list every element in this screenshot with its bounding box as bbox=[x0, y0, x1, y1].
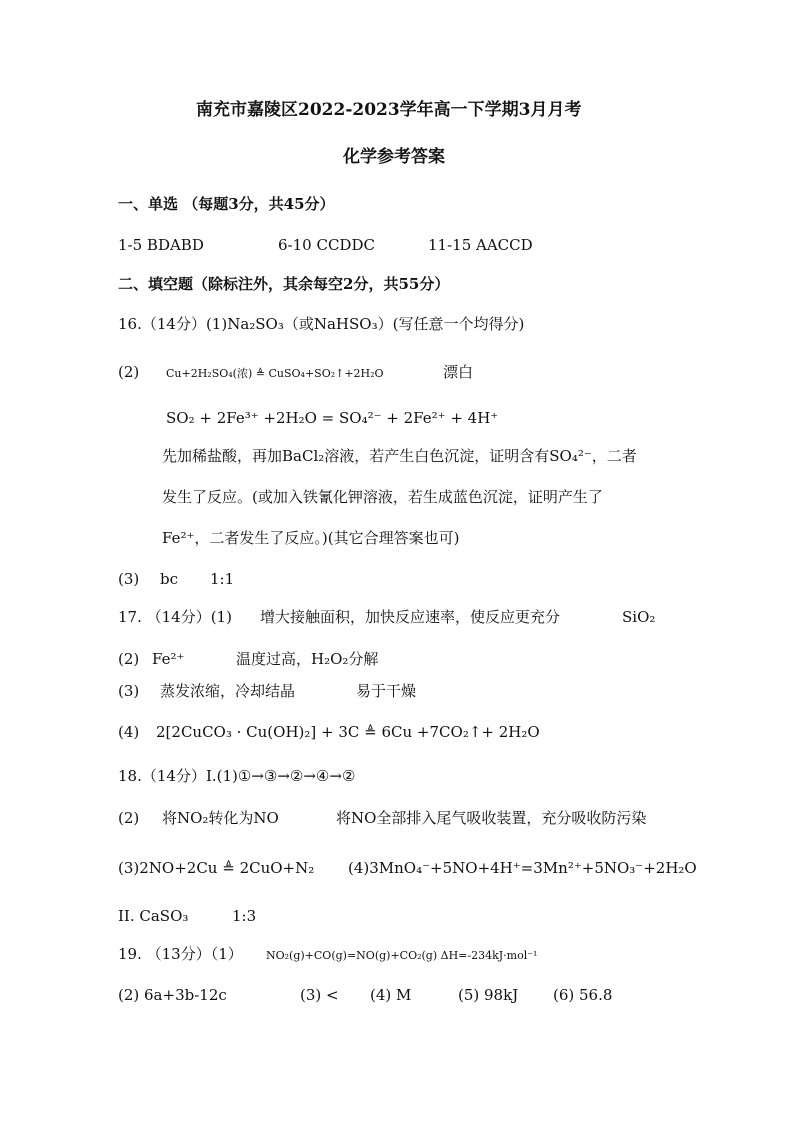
q16-ionic-equation: SO₂ + 2Fe³⁺ +2H₂O = SO₄²⁻ + 2Fe²⁺ + 4H⁺ bbox=[166, 409, 499, 427]
q18-part2-answer-a: 将NO₂转化为NO bbox=[162, 809, 279, 827]
q19-part5-answer: (5) 98kJ bbox=[458, 986, 519, 1004]
q17-part2-answer-a: Fe²⁺ bbox=[152, 650, 185, 668]
q16-part2-label: (2) bbox=[118, 363, 140, 381]
q17-part4-equation: 2[2CuCO₃ · Cu(OH)₂] + 3C ≜ 6Cu +7CO₂↑+ 2H₂O bbox=[156, 723, 540, 741]
q17-part3-label: (3) bbox=[118, 682, 140, 700]
q18-part2-answer-b: 将NO全部排入尾气吸收装置，充分吸收防污染 bbox=[336, 809, 647, 827]
answers-11-15: 11-15 AACCD bbox=[428, 236, 533, 254]
q17-part1-answer-b: SiO₂ bbox=[622, 608, 656, 626]
q18-part1: 18.（14分）I.(1)①→③→②→④→② bbox=[118, 767, 356, 785]
section1-heading: 一、单选 （每题3分，共45分） bbox=[118, 195, 335, 213]
q17-part1-label: 17. （14分）(1) bbox=[118, 608, 232, 626]
q16-part3-label: (3) bbox=[118, 570, 140, 588]
q19-part4-answer: (4) M bbox=[370, 986, 412, 1004]
q16-part2-answer: 漂白 bbox=[443, 363, 474, 381]
q17-part2-answer-b: 温度过高，H₂O₂分解 bbox=[236, 650, 379, 668]
q19-part1-label: 19. （13分）（1） bbox=[118, 945, 243, 963]
q16-part2-equation: Cu+2H₂SO₄(浓) ≜ CuSO₄+SO₂↑+2H₂O bbox=[166, 367, 384, 380]
q17-part2-label: (2) bbox=[118, 650, 140, 668]
page-subtitle: 化学参考答案 bbox=[343, 147, 445, 167]
q17-part3-answer-b: 易于干燥 bbox=[356, 682, 417, 700]
q19-part3-answer: (3) < bbox=[300, 986, 339, 1004]
q18-partII-answer-b: 1:3 bbox=[232, 907, 257, 925]
q18-partII-answer-a: II. CaSO₃ bbox=[118, 907, 189, 925]
section2-heading: 二、填空题（除标注外，其余每空2分，共55分） bbox=[118, 275, 450, 293]
q17-part1-answer-a: 增大接触面积，加快反应速率，使反应更充分 bbox=[260, 608, 561, 626]
page-title: 南充市嘉陵区2022-2023学年高一下学期3月月考 bbox=[196, 100, 582, 120]
q18-part3-equation: (3)2NO+2Cu ≜ 2CuO+N₂ bbox=[118, 859, 315, 877]
q19-part1-equation: NO₂(g)+CO(g)=NO(g)+CO₂(g) ΔH=-234kJ·mol⁻¹ bbox=[266, 949, 538, 962]
q16-explanation-line2: 发生了反应。(或加入铁氰化钾溶液，若生成蓝色沉淀，证明产生了 bbox=[162, 488, 603, 506]
q16-explanation-line1: 先加稀盐酸，再加BaCl₂溶液，若产生白色沉淀，证明含有SO₄²⁻，二者 bbox=[162, 447, 637, 465]
q19-part6-answer: (6) 56.8 bbox=[553, 986, 613, 1004]
q18-part2-label: (2) bbox=[118, 809, 140, 827]
q18-part4-equation: (4)3MnO₄⁻+5NO+4H⁺=3Mn²⁺+5NO₃⁻+2H₂O bbox=[348, 859, 697, 877]
q16-explanation-line3: Fe²⁺，二者发生了反应。)(其它合理答案也可) bbox=[162, 529, 460, 547]
answers-6-10: 6-10 CCDDC bbox=[278, 236, 375, 254]
q19-part2-answer: (2) 6a+3b-12c bbox=[118, 986, 227, 1004]
q17-part4-label: (4) bbox=[118, 723, 140, 741]
q16-part3-answer-b: 1:1 bbox=[210, 570, 235, 588]
answers-1-5: 1-5 BDABD bbox=[118, 236, 204, 254]
q17-part3-answer-a: 蒸发浓缩，冷却结晶 bbox=[160, 682, 296, 700]
q16-part3-answer-a: bc bbox=[160, 570, 179, 588]
q16-part1: 16.（14分）(1)Na₂SO₃（或NaHSO₃）(写任意一个均得分) bbox=[118, 315, 525, 333]
